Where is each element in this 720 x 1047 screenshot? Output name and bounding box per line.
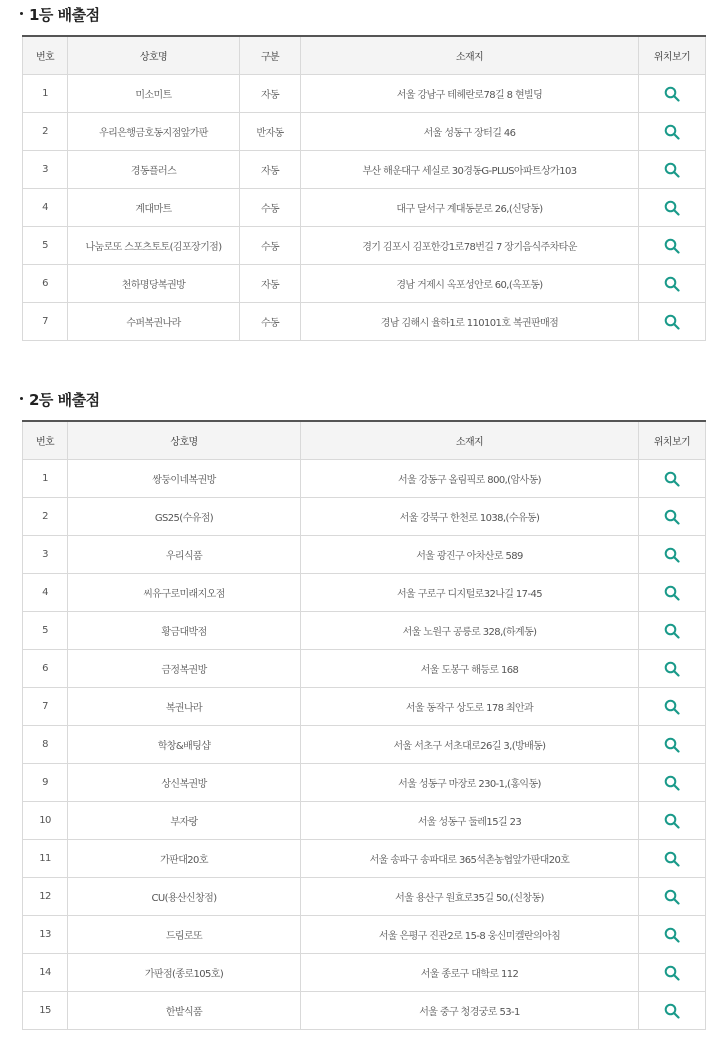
table-row bbox=[23, 992, 706, 1030]
cell-location bbox=[639, 303, 706, 341]
cell-no: 8 bbox=[23, 726, 68, 764]
cell-addr: 서울 성동구 마장로 230-1,(홍익동) bbox=[301, 764, 639, 802]
cell-location bbox=[639, 650, 706, 688]
table-row bbox=[23, 574, 706, 612]
table-row bbox=[23, 650, 706, 688]
cell-name: 가판점(종로105호) bbox=[68, 954, 301, 992]
section-title-text: 1등 배출점 bbox=[29, 6, 100, 24]
cell-addr: 서울 종로구 대학로 112 bbox=[301, 954, 639, 992]
cell-addr: 서울 성동구 둘레15길 23 bbox=[301, 802, 639, 840]
table-row bbox=[23, 498, 706, 536]
second-prize-table bbox=[22, 420, 706, 1030]
cell-addr: 서울 중구 청경궁로 53-1 bbox=[301, 992, 639, 1030]
table-row bbox=[23, 303, 706, 341]
cell-no: 7 bbox=[23, 688, 68, 726]
header-type: 구분 bbox=[240, 36, 301, 75]
search-icon[interactable] bbox=[664, 927, 680, 943]
search-icon[interactable] bbox=[664, 775, 680, 791]
cell-addr: 서울 동작구 상도로 178 최안과 bbox=[301, 688, 639, 726]
search-icon[interactable] bbox=[664, 509, 680, 525]
cell-location bbox=[639, 840, 706, 878]
cell-location bbox=[639, 916, 706, 954]
search-icon[interactable] bbox=[664, 889, 680, 905]
cell-name: 드림로또 bbox=[68, 916, 301, 954]
search-icon[interactable] bbox=[664, 737, 680, 753]
cell-no: 10 bbox=[23, 802, 68, 840]
cell-no: 5 bbox=[23, 227, 68, 265]
search-icon[interactable] bbox=[664, 699, 680, 715]
search-icon[interactable] bbox=[664, 200, 680, 216]
cell-no: 3 bbox=[23, 536, 68, 574]
cell-name: GS25(수유점) bbox=[68, 498, 301, 536]
cell-location bbox=[639, 265, 706, 303]
cell-addr: 경남 거제시 옥포성안로 60,(옥포동) bbox=[301, 265, 639, 303]
table-row bbox=[23, 688, 706, 726]
section-title-text: 2등 배출점 bbox=[29, 391, 100, 409]
cell-location bbox=[639, 227, 706, 265]
table-row bbox=[23, 536, 706, 574]
search-icon[interactable] bbox=[664, 124, 680, 140]
cell-addr: 서울 구로구 디지털로32나길 17-45 bbox=[301, 574, 639, 612]
search-icon[interactable] bbox=[664, 162, 680, 178]
table-row bbox=[23, 113, 706, 151]
header-no: 번호 bbox=[23, 421, 68, 460]
cell-addr: 서울 용산구 원효로35길 50,(신창동) bbox=[301, 878, 639, 916]
cell-no: 4 bbox=[23, 574, 68, 612]
search-icon[interactable] bbox=[664, 585, 680, 601]
cell-no: 4 bbox=[23, 189, 68, 227]
search-icon[interactable] bbox=[664, 86, 680, 102]
cell-addr: 대구 달서구 계대동문로 26,(신당동) bbox=[301, 189, 639, 227]
cell-addr: 서울 강동구 올림픽로 800,(암사동) bbox=[301, 460, 639, 498]
cell-addr: 서울 강북구 한천로 1038,(수유동) bbox=[301, 498, 639, 536]
cell-name: 금정복권방 bbox=[68, 650, 301, 688]
cell-location bbox=[639, 113, 706, 151]
search-icon[interactable] bbox=[664, 238, 680, 254]
search-icon[interactable] bbox=[664, 851, 680, 867]
cell-name: 천하명당복권방 bbox=[68, 265, 240, 303]
cell-no: 6 bbox=[23, 265, 68, 303]
cell-name: 학창&배팅샵 bbox=[68, 726, 301, 764]
cell-name: 우리은행금호동지점앞가판 bbox=[68, 113, 240, 151]
cell-type: 자동 bbox=[240, 265, 301, 303]
cell-addr: 경남 김해시 율하1로 110101호 복권판매점 bbox=[301, 303, 639, 341]
cell-location bbox=[639, 574, 706, 612]
cell-addr: 서울 노원구 공릉로 328,(하계동) bbox=[301, 612, 639, 650]
cell-no: 1 bbox=[23, 75, 68, 113]
cell-name: 복권나라 bbox=[68, 688, 301, 726]
cell-no: 2 bbox=[23, 113, 68, 151]
cell-name: 씨유구로미래지오점 bbox=[68, 574, 301, 612]
cell-no: 7 bbox=[23, 303, 68, 341]
cell-addr: 서울 도봉구 해등로 168 bbox=[301, 650, 639, 688]
table-row bbox=[23, 612, 706, 650]
cell-no: 3 bbox=[23, 151, 68, 189]
cell-no: 15 bbox=[23, 992, 68, 1030]
cell-name: 가판대20호 bbox=[68, 840, 301, 878]
cell-location bbox=[639, 802, 706, 840]
cell-location bbox=[639, 954, 706, 992]
cell-type: 수동 bbox=[240, 189, 301, 227]
cell-location bbox=[639, 878, 706, 916]
cell-no: 12 bbox=[23, 878, 68, 916]
search-icon[interactable] bbox=[664, 623, 680, 639]
cell-name: 쌍둥이네복권방 bbox=[68, 460, 301, 498]
cell-name: 상신복권방 bbox=[68, 764, 301, 802]
cell-no: 1 bbox=[23, 460, 68, 498]
header-location: 위치보기 bbox=[639, 36, 706, 75]
header-address: 소재지 bbox=[301, 36, 639, 75]
cell-name: 우리식품 bbox=[68, 536, 301, 574]
header-location: 위치보기 bbox=[639, 421, 706, 460]
table-row bbox=[23, 265, 706, 303]
table-row bbox=[23, 840, 706, 878]
search-icon[interactable] bbox=[664, 471, 680, 487]
cell-name: 미소미트 bbox=[68, 75, 240, 113]
header-name: 상호명 bbox=[68, 421, 301, 460]
cell-name: 한밭식품 bbox=[68, 992, 301, 1030]
cell-addr: 서울 서초구 서초대로26길 3,(방배동) bbox=[301, 726, 639, 764]
table-row bbox=[23, 764, 706, 802]
cell-location bbox=[639, 612, 706, 650]
table-row bbox=[23, 75, 706, 113]
table-row bbox=[23, 878, 706, 916]
cell-addr: 서울 강남구 테헤란로78길 8 현빌딩 bbox=[301, 75, 639, 113]
table-row bbox=[23, 726, 706, 764]
cell-no: 11 bbox=[23, 840, 68, 878]
cell-name: 계대마트 bbox=[68, 189, 240, 227]
header-no: 번호 bbox=[23, 36, 68, 75]
search-icon[interactable] bbox=[664, 661, 680, 677]
cell-name: 나눔로또 스포츠토토(김포장기점) bbox=[68, 227, 240, 265]
cell-location bbox=[639, 764, 706, 802]
cell-no: 9 bbox=[23, 764, 68, 802]
cell-no: 6 bbox=[23, 650, 68, 688]
table-row bbox=[23, 151, 706, 189]
cell-name: 황금대박점 bbox=[68, 612, 301, 650]
cell-location bbox=[639, 75, 706, 113]
cell-no: 5 bbox=[23, 612, 68, 650]
cell-location bbox=[639, 151, 706, 189]
table-row bbox=[23, 189, 706, 227]
cell-type: 반자동 bbox=[240, 113, 301, 151]
first-prize-table bbox=[22, 35, 706, 341]
cell-location bbox=[639, 536, 706, 574]
cell-addr: 서울 성동구 장터길 46 bbox=[301, 113, 639, 151]
cell-name: CU(용산신창점) bbox=[68, 878, 301, 916]
cell-location bbox=[639, 992, 706, 1030]
cell-name: 부자랑 bbox=[68, 802, 301, 840]
cell-no: 14 bbox=[23, 954, 68, 992]
table-row bbox=[23, 460, 706, 498]
table-row bbox=[23, 802, 706, 840]
cell-location bbox=[639, 460, 706, 498]
search-icon[interactable] bbox=[664, 813, 680, 829]
section-title-first bbox=[20, 4, 100, 25]
table-row bbox=[23, 954, 706, 992]
cell-name: 수퍼복권나라 bbox=[68, 303, 240, 341]
header-name: 상호명 bbox=[68, 36, 240, 75]
search-icon[interactable] bbox=[664, 276, 680, 292]
search-icon[interactable] bbox=[664, 965, 680, 981]
table-header-row bbox=[23, 421, 706, 460]
search-icon[interactable] bbox=[664, 314, 680, 330]
cell-no: 13 bbox=[23, 916, 68, 954]
search-icon[interactable] bbox=[664, 547, 680, 563]
header-address: 소재지 bbox=[301, 421, 639, 460]
cell-addr: 부산 해운대구 세실로 30경동G-PLUS아파트상가103 bbox=[301, 151, 639, 189]
section-title-second bbox=[20, 389, 100, 410]
cell-location bbox=[639, 688, 706, 726]
cell-no: 2 bbox=[23, 498, 68, 536]
cell-addr: 서울 광진구 아차산로 589 bbox=[301, 536, 639, 574]
cell-addr: 서울 은평구 진관2로 15-8 웅신미켈란의아침 bbox=[301, 916, 639, 954]
table-row bbox=[23, 227, 706, 265]
table-row bbox=[23, 916, 706, 954]
cell-location bbox=[639, 726, 706, 764]
cell-type: 자동 bbox=[240, 151, 301, 189]
cell-addr: 경기 김포시 김포한강1로78번길 7 장기음식주차타운 bbox=[301, 227, 639, 265]
cell-location bbox=[639, 498, 706, 536]
search-icon[interactable] bbox=[664, 1003, 680, 1019]
cell-type: 수동 bbox=[240, 303, 301, 341]
cell-type: 자동 bbox=[240, 75, 301, 113]
cell-type: 수동 bbox=[240, 227, 301, 265]
cell-location bbox=[639, 189, 706, 227]
cell-name: 경동플러스 bbox=[68, 151, 240, 189]
table-header-row bbox=[23, 36, 706, 75]
cell-addr: 서울 송파구 송파대로 365석촌농협앞가판대20호 bbox=[301, 840, 639, 878]
